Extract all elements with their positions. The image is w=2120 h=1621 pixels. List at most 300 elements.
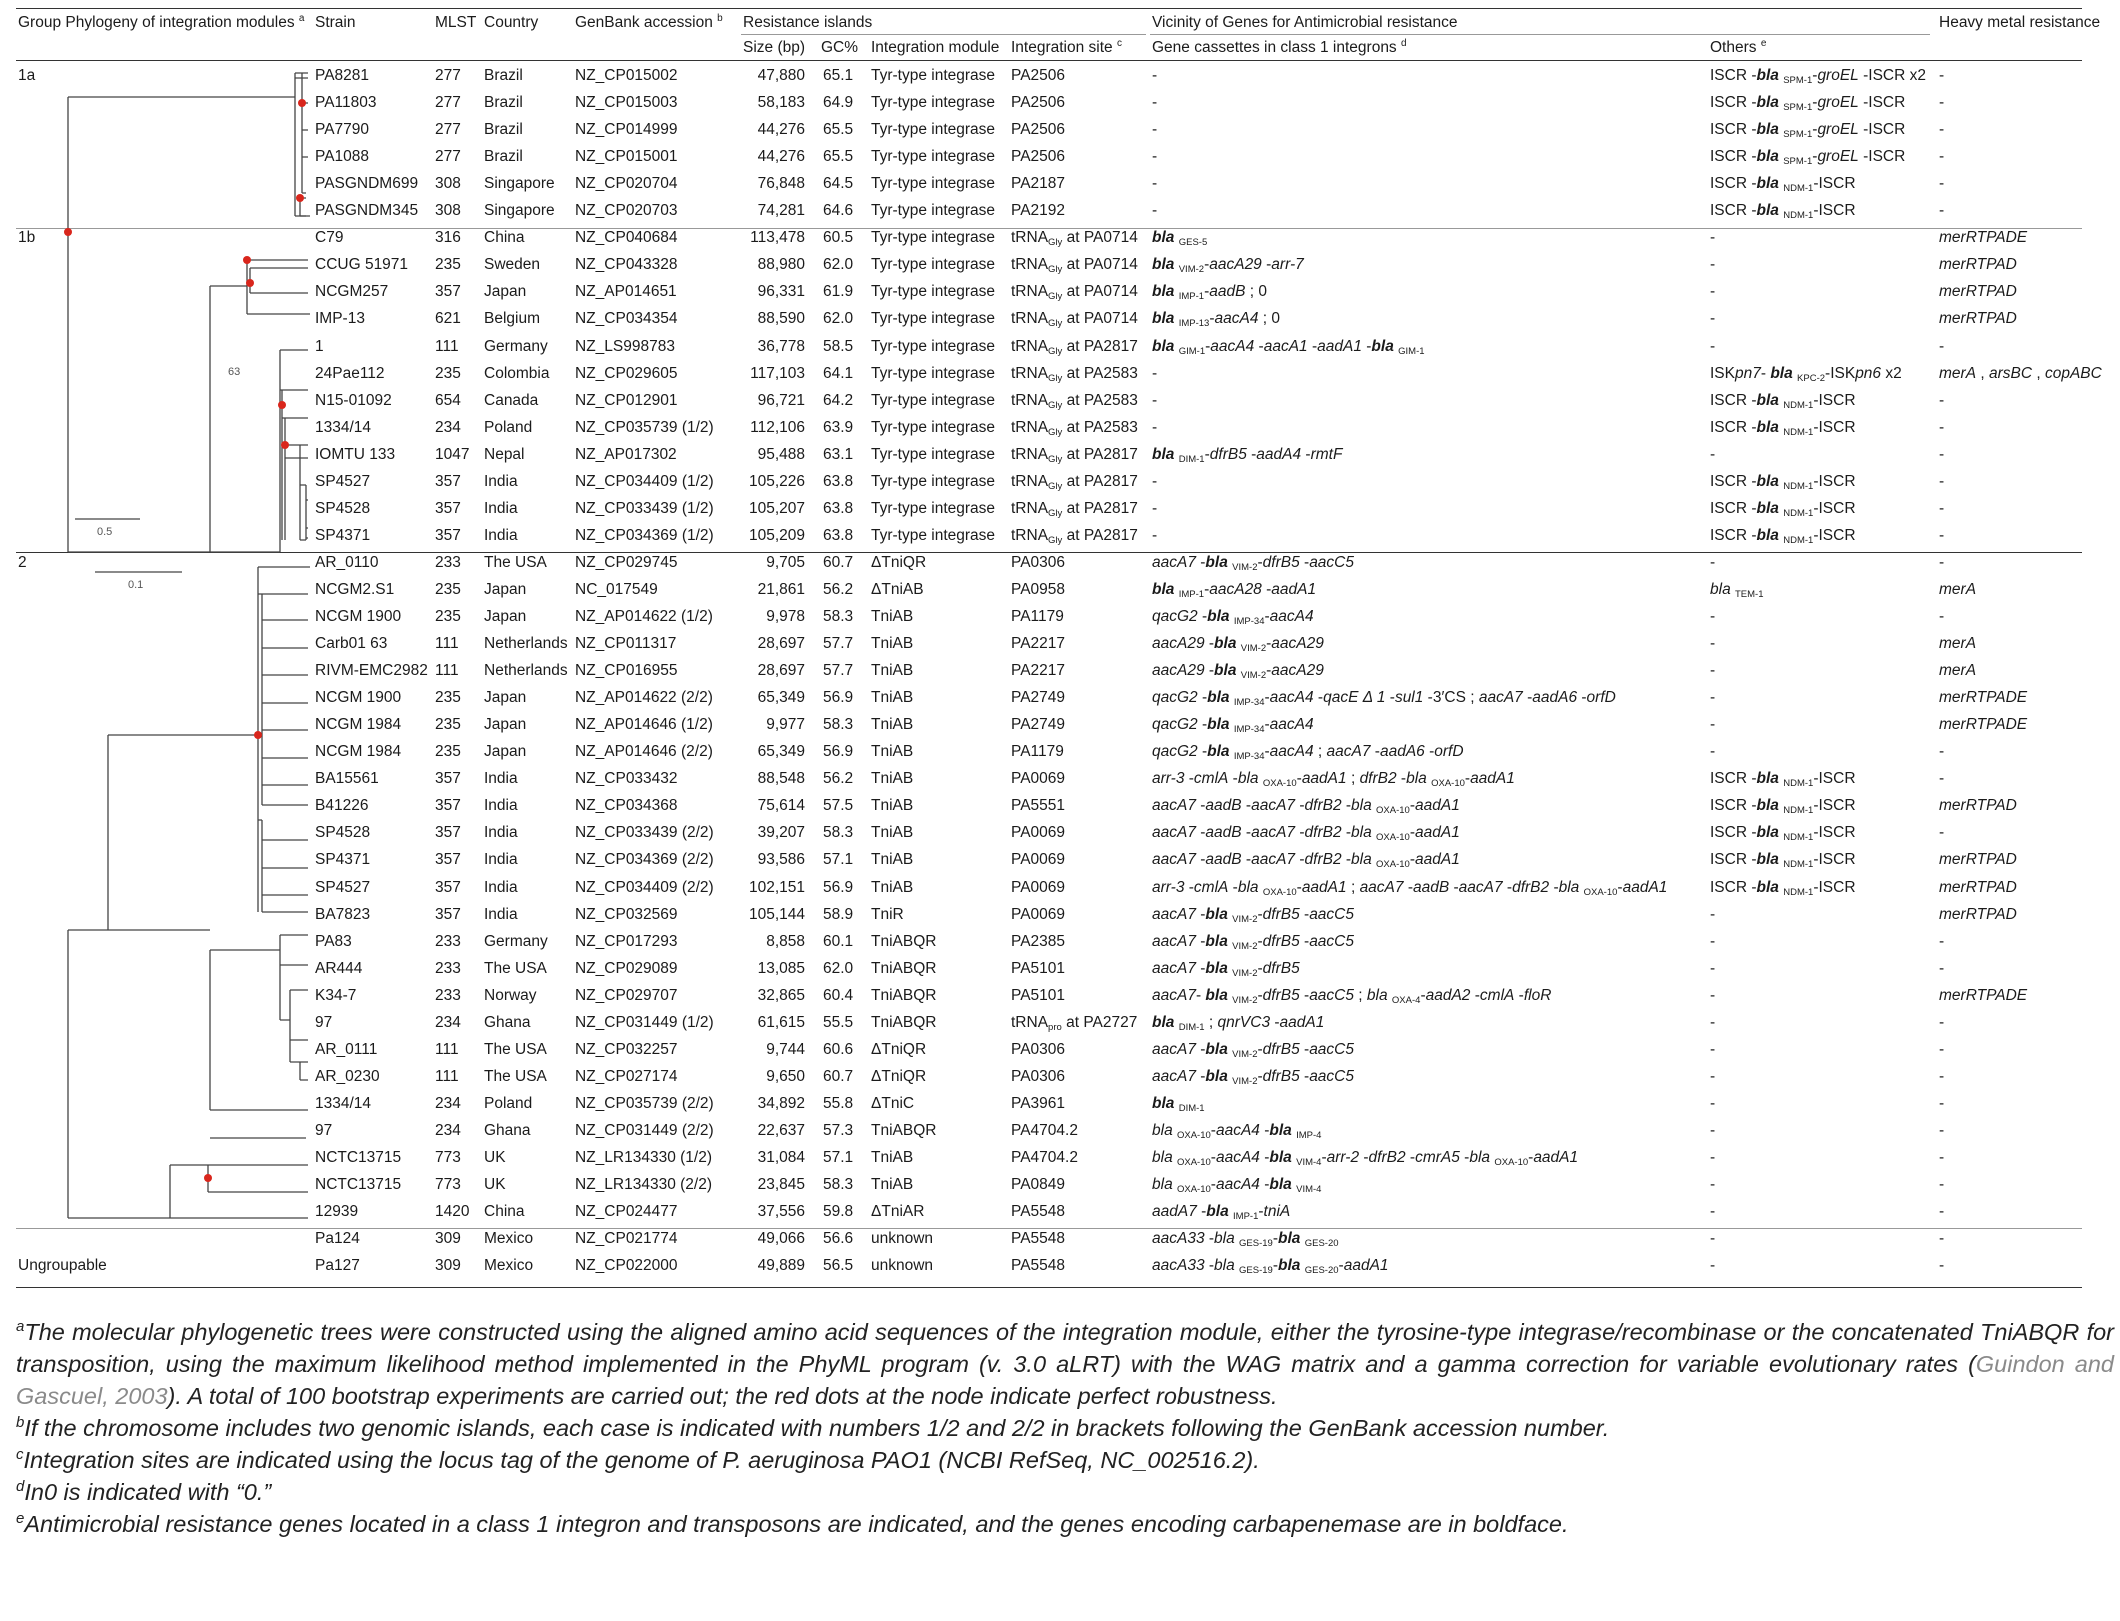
cell-gc: 59.8 [823, 1203, 854, 1221]
cell-others: - [1710, 1013, 1716, 1031]
cell-size: 23,845 [757, 1176, 805, 1194]
cell-gc: 63.9 [823, 418, 854, 436]
footnote-a: $^a$The molecular phylogenetic trees were constructed using the aligned amino acid sequences of the integration module, either the tyrosine-type integrase/recombinase or the concatenated TniABQR for transposition, using the maximum likelihood method implemented in the PhyML program (v. 3.0 aLRT) with the WAG matrix and a gamma correction for variable evolutionary rates (Guindon and Gascuel, 2003). A total of 100 bootstrap experiments are carried out; the red dots at the node indicate perfect robustness. [16, 1318, 2115, 1409]
cell-country: Brazil [484, 121, 523, 139]
cell-country: The USA [484, 959, 547, 977]
cell-heavy-metal: merA [1939, 662, 1977, 680]
cell-integration-module: TniAB [871, 608, 914, 625]
cell-heavy-metal: - [1939, 337, 1945, 355]
cell-strain: BA7823 [315, 905, 371, 923]
cell-integration-site: PA0069 [1011, 824, 1066, 842]
cell-genbank-accession: NZ_CP020704 [575, 175, 678, 193]
cell-gene-cassettes: - [1152, 175, 1158, 193]
cell-gene-cassettes: aacA7- bla $_{VIM-2}$-dfrB5 -aacC5 ; bla $_{OXA-4}$-aadA2 -cmlA -floR [1152, 986, 1552, 1006]
cell-others: ISCR -bla $_{SPM-1}$-groEL -ISCR x2 [1710, 67, 1926, 86]
cell-heavy-metal: - [1939, 824, 1945, 842]
cell-country: Canada [484, 391, 539, 409]
cell-size: 34,892 [757, 1094, 805, 1112]
cell-mlst: 357 [435, 878, 461, 896]
cell-integration-site: tRNA$_{Gly}$ at PA2817 [1011, 499, 1138, 519]
cell-heavy-metal: merRTPAD [1939, 797, 2017, 815]
cell-others: ISKpn7- bla $_{KPC-2}$-ISKpn6 x2 [1710, 364, 1902, 384]
cell-gc: 57.7 [823, 635, 854, 653]
cell-others: - [1710, 662, 1716, 680]
cell-size: 49,889 [757, 1257, 805, 1275]
cell-integration-site: PA2506 [1011, 121, 1066, 139]
cell-mlst: 309 [435, 1230, 461, 1248]
cell-others: ISCR -bla $_{NDM-1}$-ISCR [1710, 526, 1856, 546]
cell-strain: IMP-13 [315, 310, 365, 328]
cell-others: ISCR -bla $_{NDM-1}$-ISCR [1710, 770, 1856, 790]
cell-gc: 57.7 [823, 662, 854, 680]
cell-country: The USA [484, 1040, 547, 1058]
cell-integration-module: TniR [871, 905, 904, 923]
cell-integration-module: TniABQR [871, 1013, 937, 1031]
cell-heavy-metal: merRTPAD [1939, 283, 2017, 301]
cell-gene-cassettes: bla $_{IMP-1}$-aacA28 -aadA1 [1152, 580, 1317, 600]
cell-strain: AR_0111 [315, 1040, 378, 1058]
cell-gc: 56.2 [823, 770, 854, 788]
cell-gene-cassettes: arr-3 -cmlA -bla $_{OXA-10}$-aadA1 ; dfrB2 -bla $_{OXA-10}$-aadA1 [1152, 770, 1515, 790]
cell-country: Japan [484, 716, 527, 734]
cell-gene-cassettes: bla $_{IMP-1}$-aadB ; 0 [1152, 283, 1267, 303]
cell-integration-module: TniAB [871, 851, 914, 869]
cell-heavy-metal: - [1939, 1149, 1945, 1166]
cell-others: - [1710, 229, 1716, 247]
cell-gene-cassettes: bla $_{GIM-1}$-aacA4 -aacA1 -aadA1 -bla $_{GIM-1}$ [1152, 337, 1425, 357]
cell-mlst: 773 [435, 1176, 461, 1194]
cell-integration-module: Tyr-type integrase [871, 526, 996, 544]
cell-country: India [484, 526, 518, 544]
cell-others: - [1710, 932, 1716, 950]
cell-heavy-metal: - [1939, 1176, 1945, 1194]
scale-label-05: 0.5 [97, 526, 113, 538]
cell-strain: PASGNDM699 [315, 175, 419, 193]
cell-integration-site: PA5101 [1011, 986, 1066, 1004]
cell-gc: 64.1 [823, 364, 854, 382]
cell-size: 74,281 [757, 202, 805, 220]
cell-size: 9,705 [766, 553, 805, 571]
cell-mlst: 235 [435, 743, 461, 761]
cell-gc: 60.1 [823, 932, 854, 950]
cell-size: 105,144 [748, 905, 805, 923]
scale-label-01: 0.1 [128, 579, 144, 591]
cell-strain: K34-7 [315, 986, 357, 1004]
cell-gc: 64.6 [823, 202, 854, 220]
cell-heavy-metal: - [1939, 418, 1945, 436]
cell-mlst: 235 [435, 364, 461, 382]
cell-heavy-metal: - [1939, 1013, 1945, 1031]
cell-others: bla $_{TEM-1}$ [1710, 580, 1764, 600]
cell-gene-cassettes: bla $_{VIM-2}$-aacA29 -arr-7 [1152, 256, 1304, 276]
cell-country: India [484, 499, 518, 517]
cell-gc: 65.1 [823, 67, 854, 84]
cell-gene-cassettes: qacG2 -bla $_{IMP-34}$-aacA4 [1152, 716, 1314, 736]
cell-country: China [484, 1203, 525, 1221]
cell-genbank-accession: NZ_CP020703 [575, 202, 678, 220]
cell-gc: 57.1 [823, 1149, 854, 1166]
cell-integration-module: TniABQR [871, 959, 937, 977]
cell-genbank-accession: NZ_LR134330 (1/2) [575, 1149, 712, 1166]
cell-heavy-metal: - [1939, 1230, 1945, 1248]
cell-size: 49,066 [757, 1230, 805, 1248]
cell-gene-cassettes: aacA7 -bla $_{VIM-2}$-dfrB5 [1152, 959, 1300, 979]
cell-integration-module: TniAB [871, 635, 914, 653]
cell-gc: 58.3 [823, 608, 854, 625]
cell-mlst: 654 [435, 391, 461, 409]
cell-country: Netherlands [484, 635, 568, 653]
cell-integration-module: TniABQR [871, 1121, 937, 1139]
cell-size: 61,615 [757, 1013, 805, 1031]
cell-size: 88,548 [757, 770, 805, 788]
cell-size: 65,349 [757, 743, 805, 761]
cell-country: China [484, 229, 525, 247]
cell-heavy-metal: merA [1939, 635, 1977, 653]
cell-mlst: 233 [435, 553, 461, 571]
cell-others: - [1710, 716, 1716, 734]
cell-others: - [1710, 445, 1716, 463]
cell-strain: PA1088 [315, 148, 370, 166]
cell-strain: NCGM 1984 [315, 716, 402, 734]
cell-others: ISCR -bla $_{NDM-1}$-ISCR [1710, 472, 1856, 492]
cell-others: ISCR -bla $_{NDM-1}$-ISCR [1710, 797, 1856, 817]
cell-size: 96,721 [757, 391, 805, 409]
cell-gene-cassettes: aacA33 -bla $_{GES-19}$-bla $_{GES-20}$ [1152, 1230, 1339, 1250]
cell-heavy-metal: merRTPADE [1939, 986, 2028, 1004]
cell-gc: 60.7 [823, 553, 854, 571]
group-label: 1a [18, 67, 36, 84]
cell-mlst: 357 [435, 770, 461, 788]
cell-strain: PA83 [315, 932, 352, 950]
cell-gene-cassettes: aacA29 -bla $_{VIM-2}$-aacA29 [1152, 662, 1324, 682]
footnote-b: $^b$If the chromosome includes two genomic islands, each case is indicated with numbers 1/2 and 2/2 in brackets following the GenBank accession number. [16, 1414, 1610, 1441]
cell-mlst: 234 [435, 1121, 461, 1139]
cell-others: - [1710, 743, 1716, 761]
cell-others: - [1710, 959, 1716, 977]
cell-mlst: 234 [435, 1094, 461, 1112]
cell-mlst: 357 [435, 526, 461, 544]
cell-integration-site: tRNA$_{Gly}$ at PA2583 [1011, 364, 1138, 384]
cell-others: - [1710, 1176, 1716, 1194]
cell-genbank-accession: NZ_CP029605 [575, 364, 678, 382]
cell-gc: 58.5 [823, 337, 854, 355]
cell-size: 65,349 [757, 689, 805, 707]
cell-size: 28,697 [757, 662, 805, 680]
cell-country: Germany [484, 337, 548, 355]
cell-heavy-metal: - [1939, 445, 1945, 463]
footnote-d: $^d$In0 is indicated with “0.” [16, 1478, 272, 1505]
cell-others: - [1710, 905, 1716, 923]
cell-size: 47,880 [757, 67, 805, 84]
footnotes [16, 1316, 2114, 1540]
cell-mlst: 309 [435, 1257, 461, 1275]
header-size: Size (bp) [743, 39, 806, 56]
cell-heavy-metal: - [1939, 202, 1945, 220]
cell-mlst: 1420 [435, 1203, 470, 1221]
cell-integration-module: TniAB [871, 878, 914, 896]
group-label: 2 [18, 553, 27, 571]
cell-gc: 56.9 [823, 689, 854, 707]
cell-integration-module: Tyr-type integrase [871, 472, 996, 490]
cell-country: UK [484, 1176, 506, 1194]
cell-mlst: 357 [435, 499, 461, 517]
cell-strain: C79 [315, 229, 344, 247]
cell-size: 9,977 [766, 716, 805, 734]
cell-size: 105,209 [748, 526, 805, 544]
cell-integration-module: Tyr-type integrase [871, 229, 996, 247]
cell-strain: SP4527 [315, 878, 371, 896]
cell-gc: 57.5 [823, 797, 854, 815]
cell-strain: AR_0110 [315, 553, 379, 571]
cell-size: 44,276 [757, 121, 805, 139]
cell-integration-module: Tyr-type integrase [871, 283, 996, 301]
cell-mlst: 234 [435, 1013, 461, 1031]
cell-country: India [484, 851, 518, 869]
cell-size: 117,103 [750, 364, 805, 382]
cell-strain: Pa124 [315, 1230, 360, 1248]
cell-gc: 65.5 [823, 148, 854, 166]
cell-strain: 12939 [315, 1203, 359, 1221]
cell-gc: 56.2 [823, 580, 854, 598]
cell-genbank-accession: NZ_CP029745 [575, 553, 678, 571]
cell-size: 88,590 [757, 310, 805, 328]
cell-integration-module: TniABQR [871, 932, 937, 950]
cell-gc: 56.5 [823, 1257, 854, 1275]
cell-integration-module: Tyr-type integrase [871, 148, 996, 166]
cell-size: 13,085 [757, 959, 805, 977]
cell-gc: 64.9 [823, 94, 854, 112]
cell-integration-site: tRNA$_{pro}$ at PA2727 [1011, 1013, 1138, 1033]
header-country: Country [484, 14, 539, 31]
cell-genbank-accession: NC_017549 [575, 580, 658, 598]
group-label: 1b [18, 229, 36, 247]
cell-gene-cassettes: bla $_{DIM-1}$ [1152, 1094, 1205, 1114]
cell-genbank-accession: NZ_CP035739 (2/2) [575, 1094, 714, 1112]
citation-link[interactable]: Guindon and Gascuel, 2003 [16, 1351, 2115, 1409]
cell-integration-site: PA4704.2 [1011, 1149, 1078, 1166]
cell-strain: NCGM2.S1 [315, 580, 395, 598]
cell-gene-cassettes: bla $_{IMP-13}$-aacA4 ; 0 [1152, 310, 1281, 330]
cell-country: The USA [484, 1067, 547, 1085]
cell-mlst: 1047 [435, 445, 470, 463]
cell-gc: 63.8 [823, 472, 854, 490]
cell-gene-cassettes: - [1152, 364, 1158, 382]
cell-gene-cassettes: bla $_{OXA-10}$-aacA4 -bla $_{VIM-4}$ [1152, 1176, 1322, 1196]
cell-genbank-accession: NZ_CP034354 [575, 310, 678, 328]
cell-gc: 65.5 [823, 121, 854, 139]
cell-gc: 60.4 [823, 986, 854, 1004]
cell-gc: 56.9 [823, 878, 854, 896]
cell-genbank-accession: NZ_CP024477 [575, 1203, 678, 1221]
header-gc: GC% [821, 39, 859, 56]
cell-gene-cassettes: - [1152, 499, 1158, 517]
cell-country: India [484, 797, 518, 815]
cell-genbank-accession: NZ_CP034368 [575, 797, 678, 815]
cell-integration-module: Tyr-type integrase [871, 391, 996, 409]
cell-heavy-metal: merRTPADE [1939, 229, 2028, 247]
cell-mlst: 357 [435, 797, 461, 815]
cell-gene-cassettes: - [1152, 391, 1158, 409]
cell-strain: NCTC13715 [315, 1149, 402, 1166]
cell-integration-site: PA5101 [1011, 959, 1066, 977]
header-strain: Strain [315, 14, 356, 31]
cell-strain: NCGM257 [315, 283, 389, 301]
cell-strain: PASGNDM345 [315, 202, 419, 220]
cell-mlst: 357 [435, 905, 461, 923]
cell-genbank-accession: NZ_CP034369 (1/2) [575, 526, 714, 544]
cell-strain: 97 [315, 1013, 333, 1031]
cell-integration-module: Tyr-type integrase [871, 337, 996, 355]
cell-strain: NCGM 1984 [315, 743, 402, 761]
cell-heavy-metal: merA [1939, 580, 1977, 598]
cell-strain: Pa127 [315, 1257, 360, 1275]
cell-strain: SP4528 [315, 824, 371, 842]
cell-size: 112,106 [750, 418, 805, 436]
cell-gc: 57.1 [823, 851, 854, 869]
cell-strain: 1334/14 [315, 1094, 372, 1112]
cell-integration-site: PA2749 [1011, 716, 1066, 734]
cell-strain: BA15561 [315, 770, 379, 788]
cell-country: Germany [484, 932, 548, 950]
cell-strain: SP4527 [315, 472, 371, 490]
cell-genbank-accession: NZ_AP014651 [575, 283, 677, 301]
cell-genbank-accession: NZ_CP027174 [575, 1067, 678, 1085]
cell-genbank-accession: NZ_CP015002 [575, 67, 678, 84]
cell-gene-cassettes: aacA33 -bla $_{GES-19}$-bla $_{GES-20}$-aadA1 [1152, 1257, 1389, 1277]
cell-others: - [1710, 553, 1716, 571]
cell-heavy-metal: - [1939, 67, 1945, 84]
cell-strain: RIVM-EMC2982 [315, 662, 428, 680]
cell-integration-site: tRNA$_{Gly}$ at PA2817 [1011, 526, 1138, 546]
cell-genbank-accession: NZ_CP032569 [575, 905, 678, 923]
cell-others: - [1710, 1067, 1716, 1085]
cell-genbank-accession: NZ_CP034369 (2/2) [575, 851, 714, 869]
cell-size: 31,084 [757, 1149, 805, 1166]
cell-size: 9,978 [766, 608, 805, 625]
cell-size: 44,276 [757, 148, 805, 166]
cell-strain: 1334/14 [315, 418, 372, 436]
cell-heavy-metal: merRTPAD [1939, 878, 2017, 896]
cell-size: 113,478 [750, 229, 805, 247]
header-resistance-islands: Resistance islands [743, 14, 873, 31]
cell-size: 93,586 [757, 851, 805, 869]
cell-heavy-metal: - [1939, 121, 1945, 139]
cell-size: 37,556 [757, 1203, 805, 1221]
cell-integration-site: PA0069 [1011, 878, 1066, 896]
cell-strain: AR444 [315, 959, 363, 977]
cell-others: ISCR -bla $_{NDM-1}$-ISCR [1710, 202, 1856, 222]
cell-size: 36,778 [757, 337, 805, 355]
cell-mlst: 235 [435, 256, 461, 274]
cell-others: - [1710, 310, 1716, 328]
cell-strain: SP4528 [315, 499, 371, 517]
cell-integration-site: PA2217 [1011, 662, 1066, 680]
cell-country: India [484, 472, 518, 490]
cell-genbank-accession: NZ_LS998783 [575, 337, 675, 355]
cell-gene-cassettes: - [1152, 121, 1158, 139]
cell-gene-cassettes: - [1152, 202, 1158, 220]
cell-genbank-accession: NZ_CP033432 [575, 770, 678, 788]
cell-country: Norway [484, 986, 537, 1004]
cell-gene-cassettes: aacA7 -aadB -aacA7 -dfrB2 -bla $_{OXA-10}$-aadA1 [1152, 851, 1460, 871]
cell-size: 32,865 [757, 986, 805, 1004]
cell-integration-module: Tyr-type integrase [871, 364, 996, 382]
cell-country: Mexico [484, 1257, 534, 1275]
cell-strain: N15-01092 [315, 391, 392, 409]
cell-integration-site: tRNA$_{Gly}$ at PA2817 [1011, 337, 1138, 357]
cell-size: 8,858 [766, 932, 805, 950]
cell-integration-module: Tyr-type integrase [871, 418, 996, 436]
cell-country: Nepal [484, 445, 525, 463]
cell-integration-module: Tyr-type integrase [871, 94, 996, 112]
cell-heavy-metal: merRTPAD [1939, 851, 2017, 869]
cell-size: 58,183 [757, 94, 805, 112]
cell-integration-site: PA2506 [1011, 148, 1066, 166]
cell-integration-site: tRNA$_{Gly}$ at PA0714 [1011, 310, 1138, 330]
cell-integration-module: Tyr-type integrase [871, 67, 996, 84]
cell-mlst: 316 [435, 229, 461, 247]
cell-others: ISCR -bla $_{NDM-1}$-ISCR [1710, 175, 1856, 195]
cell-genbank-accession: NZ_CP014999 [575, 121, 678, 139]
cell-integration-site: PA0958 [1011, 580, 1066, 598]
cell-integration-site: PA2217 [1011, 635, 1066, 653]
cell-mlst: 277 [435, 121, 461, 139]
cell-heavy-metal: - [1939, 472, 1945, 490]
cell-heavy-metal: - [1939, 743, 1945, 761]
cell-genbank-accession: NZ_LR134330 (2/2) [575, 1176, 712, 1194]
cell-gene-cassettes: aacA7 -bla $_{VIM-2}$-dfrB5 -aacC5 [1152, 905, 1354, 925]
cell-gc: 55.5 [823, 1013, 854, 1031]
cell-size: 75,614 [757, 797, 805, 815]
cell-mlst: 235 [435, 608, 461, 625]
cell-mlst: 308 [435, 202, 461, 220]
cell-gc: 63.1 [823, 445, 854, 463]
cell-strain: 1 [315, 337, 324, 355]
cell-genbank-accession: NZ_CP017293 [575, 932, 678, 950]
cell-country: Brazil [484, 148, 523, 166]
footnote-e: $^e$Antimicrobial resistance genes located in a class 1 integron and transposons are indicated, and the genes encoding carbapenemase are in boldface. [16, 1510, 1569, 1537]
cell-heavy-metal: - [1939, 1040, 1945, 1058]
cell-integration-module: ΔTniC [871, 1094, 915, 1112]
cell-integration-site: PA0069 [1011, 905, 1066, 923]
bootstrap-value: 63 [228, 366, 241, 378]
cell-strain: PA8281 [315, 67, 370, 84]
cell-gc: 62.0 [823, 310, 854, 328]
cell-size: 96,331 [757, 283, 805, 301]
cell-gene-cassettes: aacA7 -bla $_{VIM-2}$-dfrB5 -aacC5 [1152, 932, 1354, 952]
cell-gc: 60.5 [823, 229, 854, 247]
cell-gene-cassettes: aacA7 -bla $_{VIM-2}$-dfrB5 -aacC5 [1152, 1040, 1354, 1060]
cell-heavy-metal: merRTPAD [1939, 905, 2017, 923]
cell-others: - [1710, 256, 1716, 274]
cell-genbank-accession: NZ_AP014646 (2/2) [575, 743, 713, 761]
cell-others: - [1710, 1040, 1716, 1058]
cell-genbank-accession: NZ_CP021774 [575, 1230, 678, 1248]
cell-gc: 64.2 [823, 391, 854, 409]
cell-others: ISCR -bla $_{NDM-1}$-ISCR [1710, 418, 1856, 438]
cell-country: Ghana [484, 1013, 531, 1031]
cell-heavy-metal: merRTPADE [1939, 716, 2028, 734]
cell-country: UK [484, 1149, 506, 1166]
header-others: Others $^e$ [1710, 37, 1767, 56]
footnote-c: $^c$Integration sites are indicated using the locus tag of the genome of P. aeruginosa PAO1 (NCBI RefSeq, NC_002516.2). [16, 1446, 1260, 1473]
cell-gene-cassettes: - [1152, 472, 1158, 490]
cell-mlst: 357 [435, 851, 461, 869]
cell-others: ISCR -bla $_{NDM-1}$-ISCR [1710, 391, 1856, 411]
cell-gc: 63.8 [823, 499, 854, 517]
cell-others: ISCR -bla $_{NDM-1}$-ISCR [1710, 499, 1856, 519]
cell-integration-site: tRNA$_{Gly}$ at PA2817 [1011, 472, 1138, 492]
